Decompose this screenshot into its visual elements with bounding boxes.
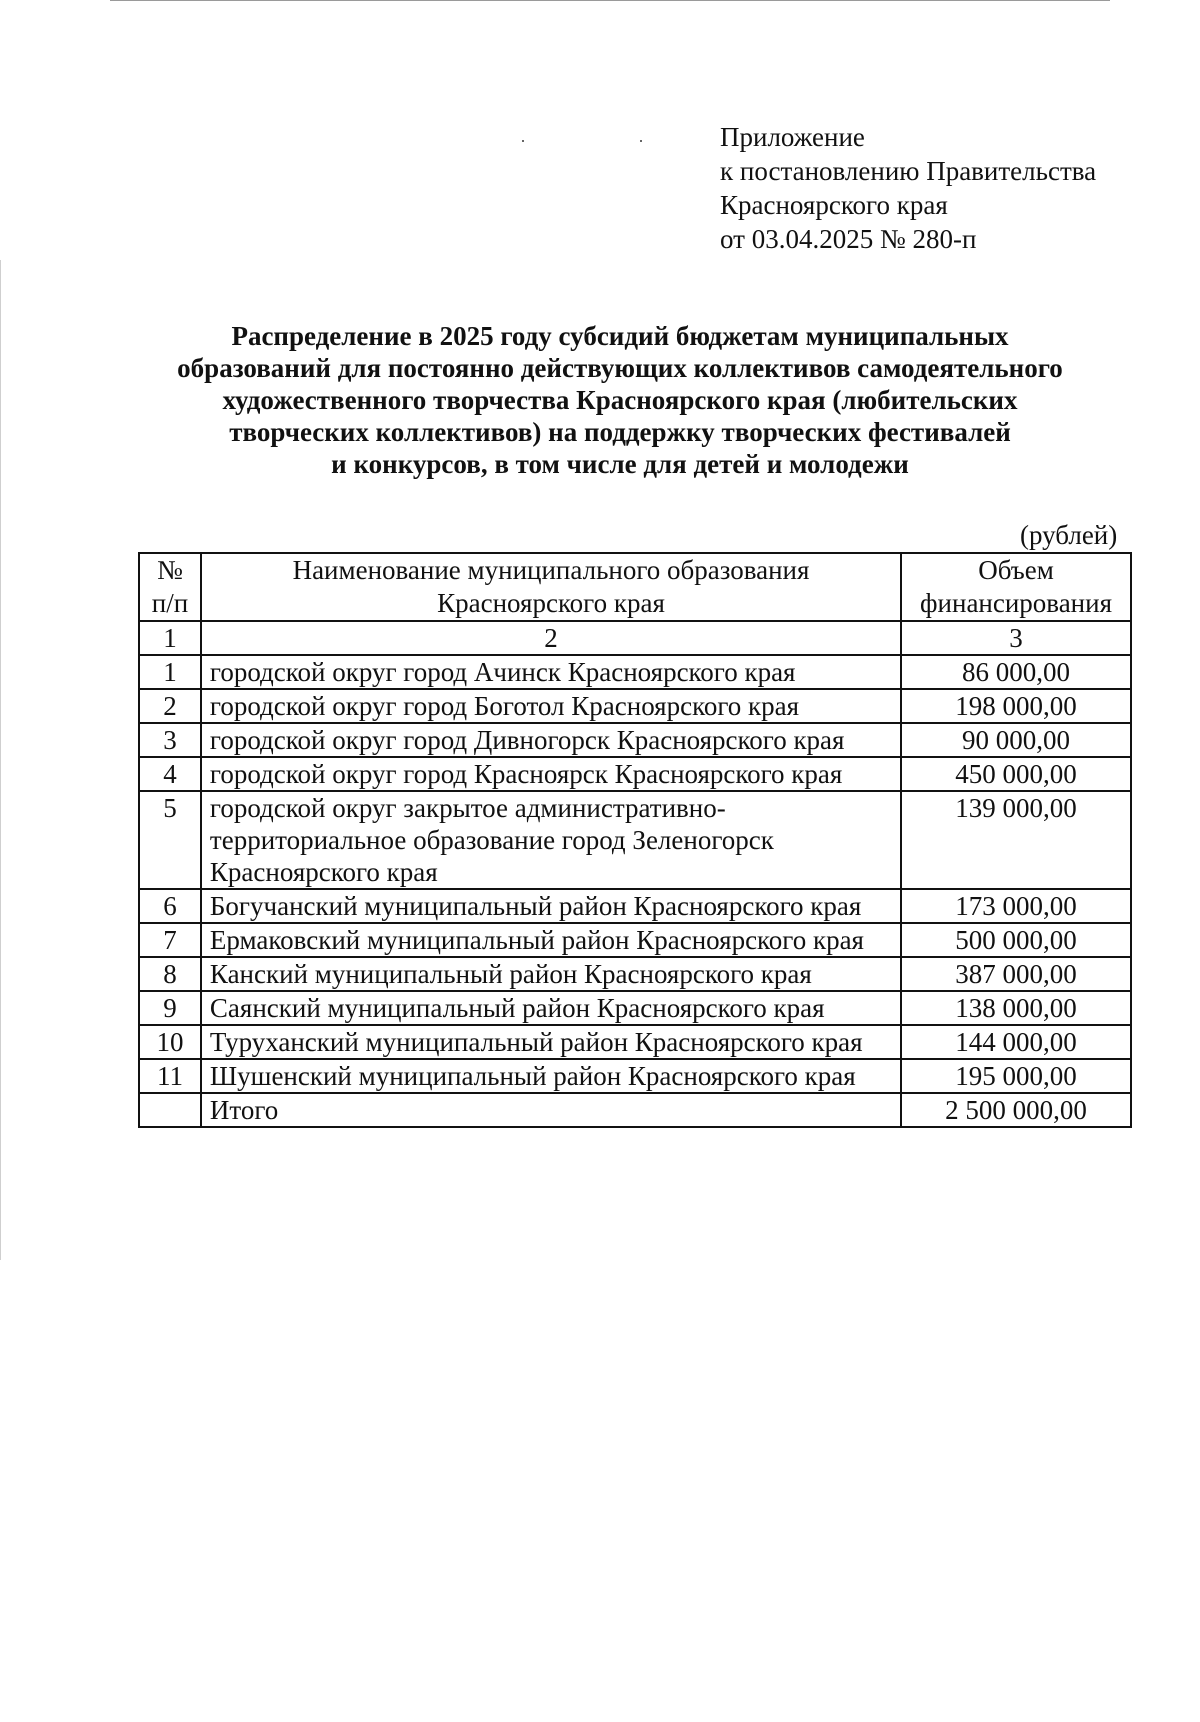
row-amount: 139 000,00 [901,791,1131,889]
title-line: образований для постоянно действующих коллективов самодеятельного [177,353,1063,383]
row-number: 1 [139,655,201,689]
column-number-row [139,621,1131,655]
row-amount: 195 000,00 [901,1059,1131,1093]
row-name-line: территориальное образование город Зеленогорск [209,825,774,855]
row-amount: 173 000,00 [901,889,1131,923]
table-row [139,991,1131,1025]
column-number: 2 [201,621,901,655]
row-amount: 86 000,00 [901,655,1131,689]
title-line: творческих коллективов) на поддержку творческих фестивалей [229,417,1011,447]
row-number: 4 [139,757,201,791]
table-row [139,957,1131,991]
allocation-table [138,552,1132,1128]
row-name: городской округ город Ачинск Красноярского края [201,655,901,689]
units-label: (рублей) [1020,520,1118,550]
scan-speck [522,140,524,142]
row-name: Канский муниципальный район Красноярского края [201,957,901,991]
scan-edge-top [110,0,1110,1]
row-number: 7 [139,923,201,957]
title-line: Распределение в 2025 году субсидий бюджетам муниципальных [231,321,1009,351]
scan-speck [640,140,642,142]
appendix-line: Красноярского края [720,190,948,220]
appendix-line: к постановлению Правительства [720,156,1097,186]
total-label: Итого [201,1093,901,1127]
row-number: 6 [139,889,201,923]
title-line: художественного творчества Красноярского края (любительских [222,385,1018,415]
table-header-row [139,553,1131,621]
row-name: Шушенский муниципальный район Красноярского края [201,1059,901,1093]
table-row [139,889,1131,923]
row-name: городской округ город Дивногорск Красноярского края [201,723,901,757]
document-title [140,320,1100,480]
table-row [139,923,1131,957]
row-amount: 138 000,00 [901,991,1131,1025]
total-amount: 2 500 000,00 [901,1093,1131,1127]
appendix-block [720,120,1096,256]
table-row [139,1059,1131,1093]
header-name: Наименование муниципального образования Красноярского края [201,553,901,621]
total-row [139,1093,1131,1127]
row-name: Ермаковский муниципальный район Красноярского края [201,923,901,957]
row-number: 5 [139,791,201,889]
row-amount: 387 000,00 [901,957,1131,991]
row-name [201,791,901,889]
appendix-line: Приложение [720,122,865,152]
row-amount: 450 000,00 [901,757,1131,791]
title-line: и конкурсов, в том числе для детей и молодежи [331,449,909,479]
row-number: 9 [139,991,201,1025]
header-num: № п/п [139,553,201,621]
row-name-line: Красноярского края [209,857,438,887]
column-number: 3 [901,621,1131,655]
appendix-line: от 03.04.2025 № 280-п [720,224,977,254]
row-name: Саянский муниципальный район Красноярского края [201,991,901,1025]
row-amount: 500 000,00 [901,923,1131,957]
header-amount: Объем финансирования [901,553,1131,621]
row-amount: 198 000,00 [901,689,1131,723]
table-row [139,723,1131,757]
row-number: 3 [139,723,201,757]
row-name: городской округ город Боготол Красноярского края [201,689,901,723]
row-name: Богучанский муниципальный район Красноярского края [201,889,901,923]
table-row [139,791,1131,889]
scan-edge-left [0,260,1,1260]
row-name: городской округ город Красноярск Красноярского края [201,757,901,791]
table-row [139,689,1131,723]
row-name: Туруханский муниципальный район Красноярского края [201,1025,901,1059]
row-amount: 144 000,00 [901,1025,1131,1059]
row-amount: 90 000,00 [901,723,1131,757]
row-number: 11 [139,1059,201,1093]
table-row [139,757,1131,791]
row-number: 10 [139,1025,201,1059]
table-row [139,1025,1131,1059]
row-number: 8 [139,957,201,991]
table-row [139,655,1131,689]
total-number-empty [139,1093,201,1127]
row-number: 2 [139,689,201,723]
column-number: 1 [139,621,201,655]
row-name-line: городской округ закрытое административно- [209,793,726,823]
